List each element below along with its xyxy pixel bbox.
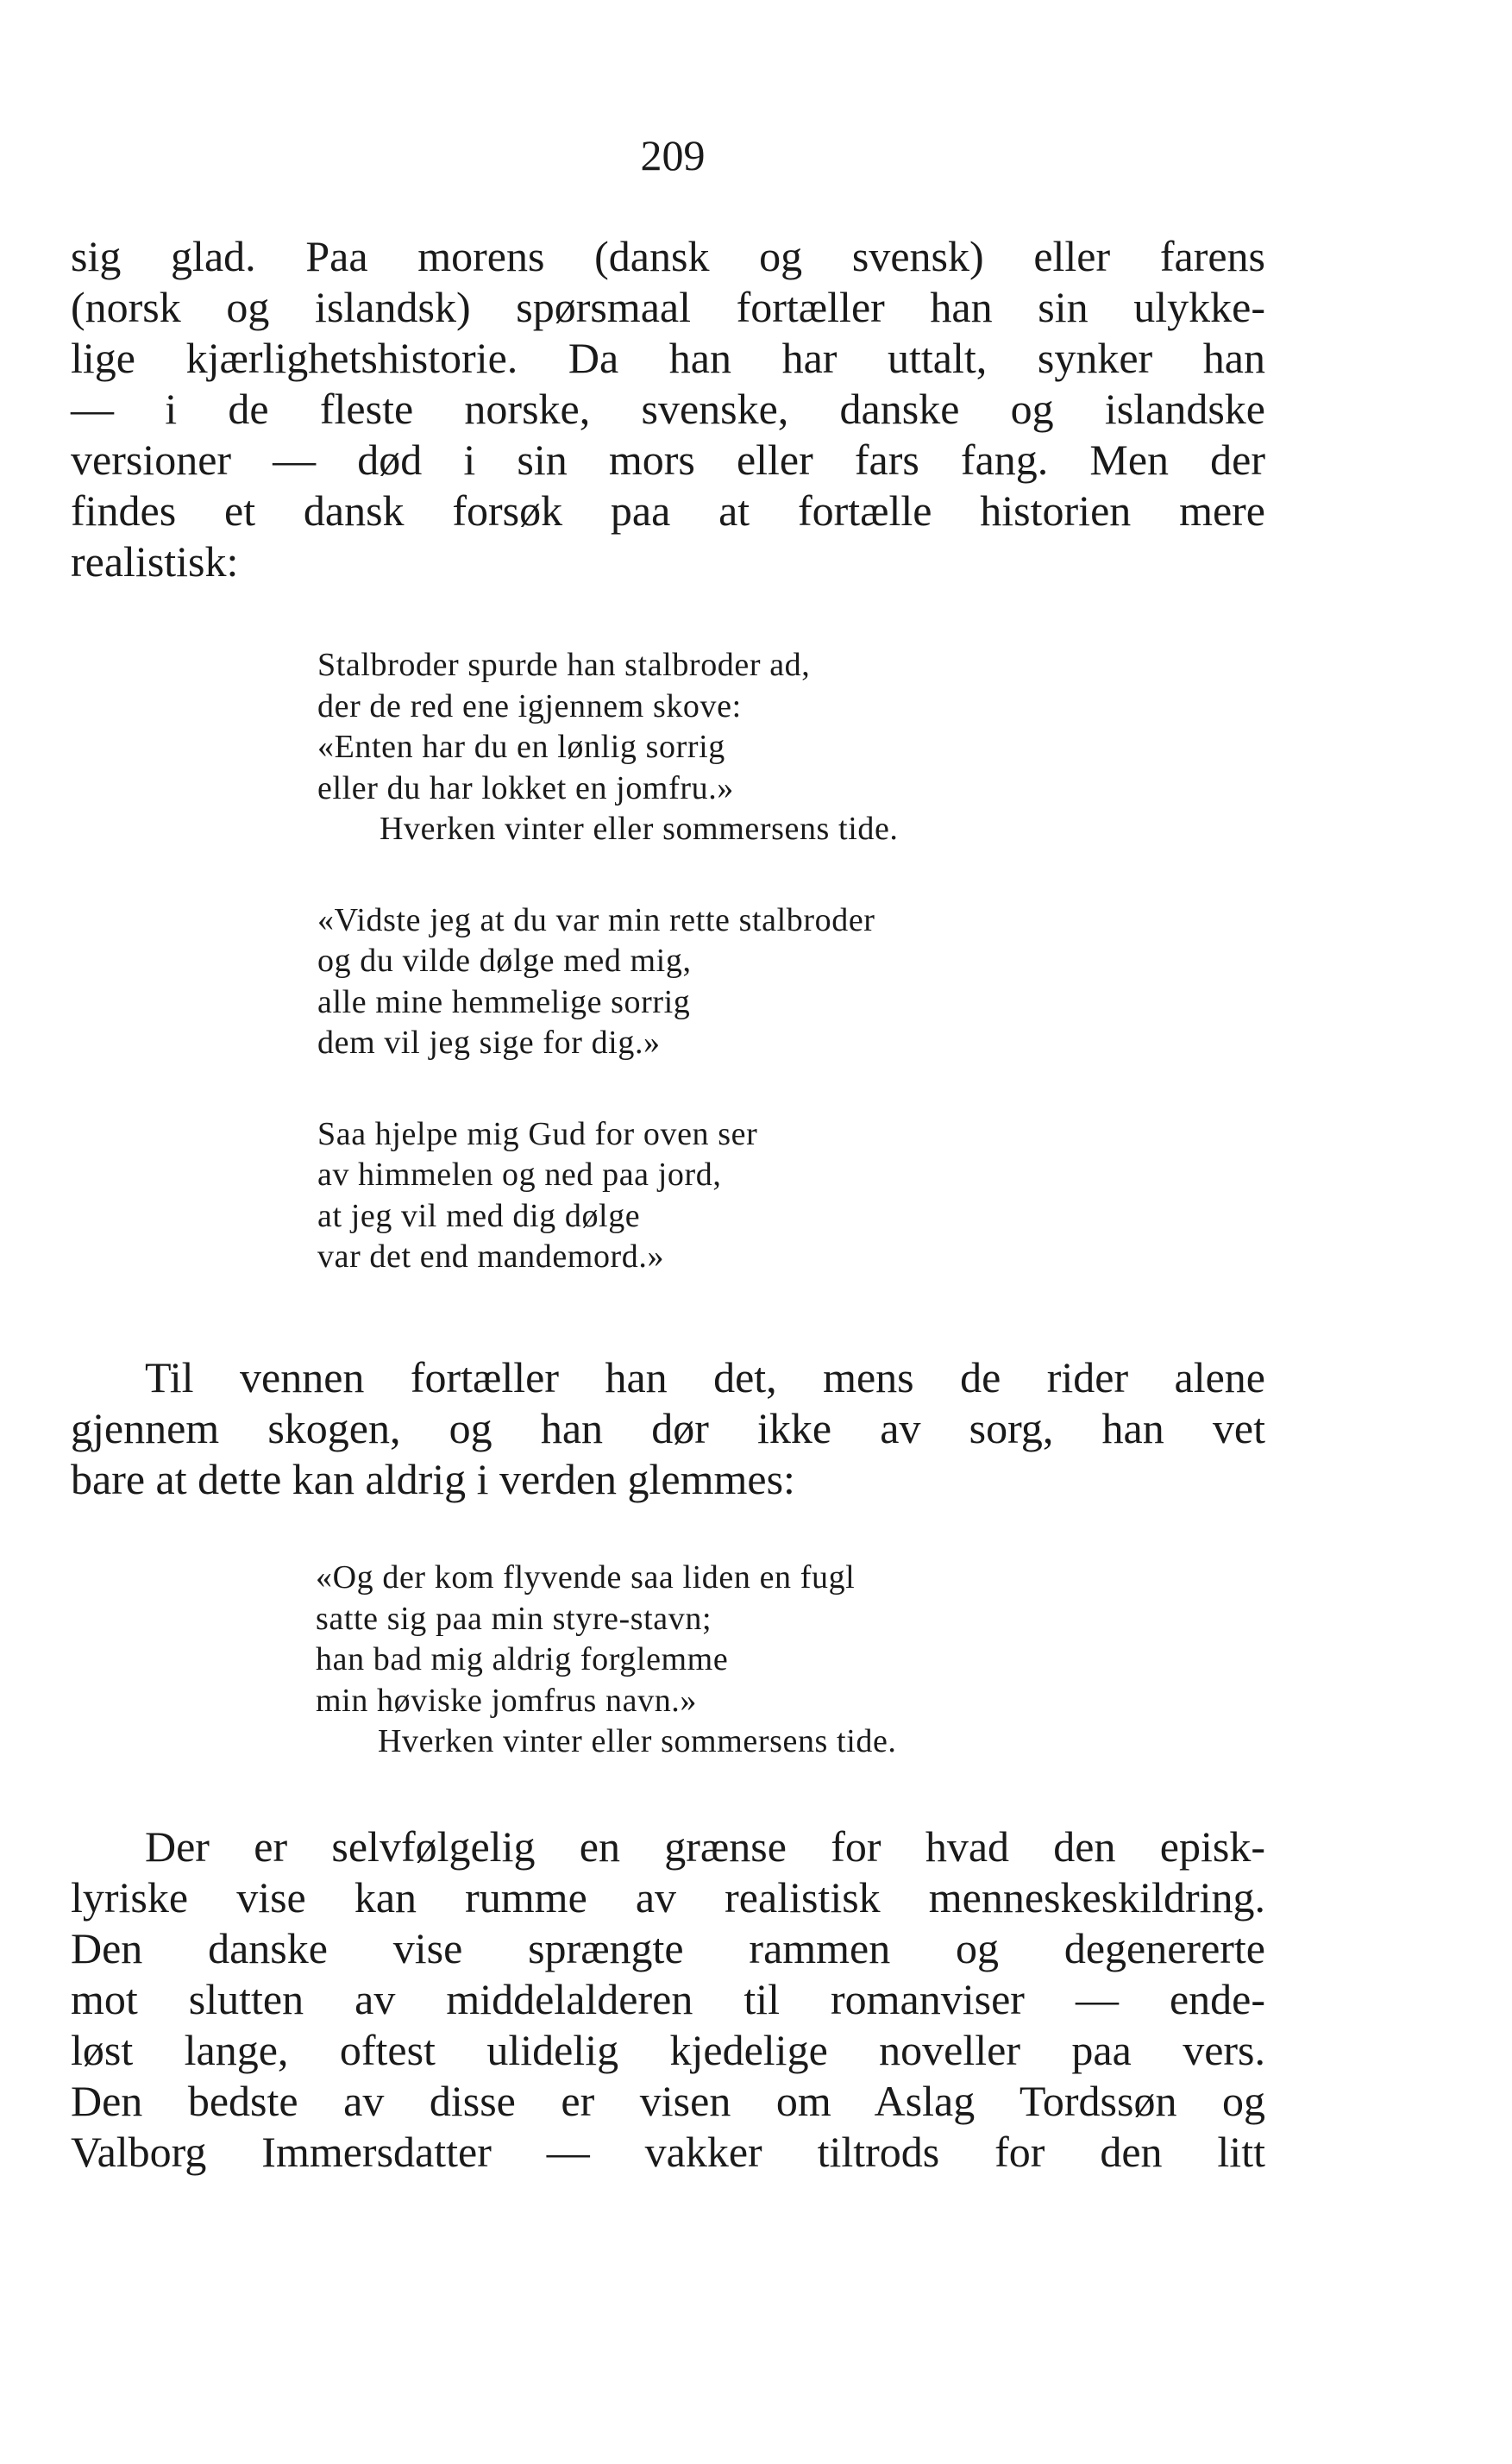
verse-stanza	[317, 645, 899, 850]
verse-refrain: Hverken vinter eller sommersens tide.	[378, 1723, 897, 1759]
verse-line: «Og der kom flyvende saa liden en fugl	[316, 1559, 856, 1596]
paragraph-2	[71, 1352, 1265, 1505]
verse-line: satte sig paa min styre-stavn;	[316, 1600, 712, 1637]
text-line: versioner — død i sin mors eller fars fang. Men der	[71, 436, 1265, 484]
text-line: realistisk:	[71, 537, 239, 586]
verse-line: Saa hjelpe mig Gud for oven ser	[317, 1115, 758, 1152]
text-line: Til vennen fortæller han det, mens de rider alene	[145, 1353, 1265, 1401]
verse-2	[316, 1558, 897, 1763]
verse-stanza	[317, 1114, 899, 1278]
text-line: (norsk og islandsk) spørsmaal fortæller han sin ulykke-	[71, 283, 1265, 331]
text-line: Der er selvfølgelig en grænse for hvad den episk-	[145, 1822, 1265, 1871]
text-line: Valborg Immersdatter — vakker tiltrods for den litt	[71, 2128, 1265, 2176]
verse-line: dem vil jeg sige for dig.»	[317, 1025, 661, 1061]
text-line: sig glad. Paa morens (dansk og svensk) eller farens	[71, 232, 1265, 280]
verse-line: alle mine hemmelige sorrig	[317, 983, 691, 1020]
text-line: findes et dansk forsøk paa at fortælle historien mere	[71, 486, 1265, 535]
paragraph-3	[71, 1821, 1265, 2178]
verse-line: Stalbroder spurde han stalbroder ad,	[317, 647, 811, 683]
page-number: 209	[640, 131, 706, 179]
verse-line: var det end mandemord.»	[317, 1238, 665, 1275]
text-line: lyriske vise kan rumme av realistisk menneskeskildring.	[71, 1873, 1265, 1922]
verse-line: eller du har lokket en jomfru.»	[317, 769, 734, 806]
text-line: bare at dette kan aldrig i verden glemmes:	[71, 1455, 795, 1503]
verse-line: og du vilde dølge med mig,	[317, 943, 692, 979]
text-line: mot slutten av middelalderen til romanviser — ende-	[71, 1975, 1265, 2023]
text-line: — i de fleste norske, svenske, danske og islandske	[71, 385, 1265, 433]
verse-line: av himmelen og ned paa jord,	[317, 1157, 722, 1193]
verse-line: at jeg vil med dig dølge	[317, 1197, 641, 1234]
verse-line: der de red ene igjennem skove:	[317, 687, 742, 724]
verse-line: han bad mig aldrig forglemme	[316, 1641, 729, 1677]
text-line: Den danske vise sprængte rammen og degenererte	[71, 1924, 1265, 1972]
text-line: Den bedste av disse er visen om Aslag Tordssøn og	[71, 2077, 1265, 2125]
verse-line: «Vidste jeg at du var min rette stalbroder	[317, 901, 875, 938]
verse-stanza	[316, 1558, 897, 1763]
verse-stanza	[317, 900, 899, 1064]
paragraph-1	[71, 231, 1265, 587]
verse-refrain: Hverken vinter eller sommersens tide.	[380, 811, 899, 847]
verse-line: «Enten har du en lønlig sorrig	[317, 729, 725, 765]
text-line: gjennem skogen, og han dør ikke av sorg, han vet	[71, 1404, 1265, 1452]
text-line: lige kjærlighetshistorie. Da han har uttalt, synker han	[71, 334, 1265, 382]
verse-line: min høviske jomfrus navn.»	[316, 1682, 698, 1719]
verse-1	[317, 645, 899, 1278]
text-line: løst lange, oftest ulidelig kjedelige noveller paa vers.	[71, 2026, 1265, 2074]
